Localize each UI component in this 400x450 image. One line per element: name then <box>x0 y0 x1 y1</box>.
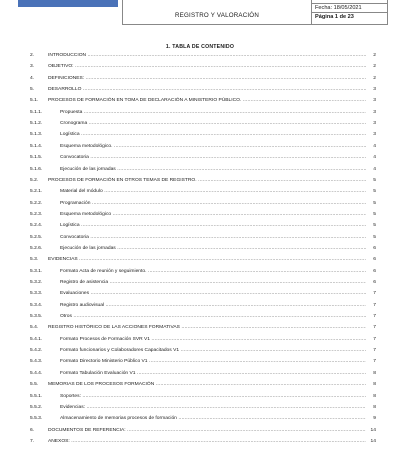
toc-entry-page: 6 <box>373 268 376 274</box>
toc-entry-number: 5.5.2. <box>30 404 43 410</box>
logo-icon <box>18 0 118 7</box>
toc-entry-number: 4. <box>30 75 35 81</box>
toc-entry-label: REGISTRO HISTÓRICO DE LAS ACCIONES FORMATIVAS ..... <box>48 324 366 332</box>
toc-entry[interactable] <box>30 302 376 310</box>
toc-entry-label: DEFINICIONES: ..... <box>48 75 366 83</box>
toc-entry[interactable] <box>30 370 376 378</box>
toc-entry-label: Formato Procesos de Formación SVR V1 ..... <box>60 336 366 344</box>
toc-entry[interactable] <box>30 336 376 344</box>
toc-entry-number: 5.1.4. <box>30 143 43 149</box>
toc-entry-page: 2 <box>373 75 376 81</box>
toc-entry-label: Registro de asistencia ..... <box>60 279 366 287</box>
toc-entry-label: Convocatoria ..... <box>60 234 366 242</box>
toc-entry[interactable] <box>30 393 376 401</box>
toc-entry[interactable] <box>30 245 376 253</box>
toc-entry-page: 9 <box>373 416 376 422</box>
toc-entry-page: 5 <box>373 177 376 183</box>
toc-entry-number: 5.5.1. <box>30 393 43 399</box>
toc-entry-page: 2 <box>373 64 376 70</box>
toc-entry-page: 3 <box>373 121 376 127</box>
toc-entry-number: 5.1. <box>30 98 39 104</box>
toc-entry[interactable] <box>30 358 376 366</box>
toc-entry[interactable] <box>30 381 376 389</box>
toc-heading: 1. TABLA DE CONTENIDO <box>165 44 235 50</box>
toc-entry[interactable] <box>30 268 376 276</box>
toc-entry[interactable] <box>30 256 376 264</box>
document-header <box>0 0 400 26</box>
toc-entry-number: 2. <box>30 53 35 58</box>
toc-entry-number: 7. <box>30 438 35 444</box>
toc-entry-label: Logística ..... <box>60 131 366 139</box>
toc-entry-page: 7 <box>373 336 376 342</box>
toc-entry-number: 5.3.1. <box>30 268 43 274</box>
toc-entry[interactable] <box>30 166 376 174</box>
toc-entry[interactable] <box>30 52 376 60</box>
toc-entry-label: Cronograma ..... <box>60 120 366 128</box>
page-current: 1 <box>334 14 339 20</box>
toc-entry-page: 7 <box>373 325 376 331</box>
toc-entry-page: 7 <box>373 348 376 354</box>
toc-entry-number: 5.4. <box>30 325 39 331</box>
toc-entry[interactable] <box>30 177 376 185</box>
toc-entry[interactable] <box>30 415 376 423</box>
toc-entry[interactable] <box>30 290 376 298</box>
toc-entry-page: 7 <box>373 314 376 320</box>
document-date: Fecha: 18/05/2021 <box>315 5 362 11</box>
toc-entry[interactable] <box>30 279 376 287</box>
toc-entry[interactable] <box>30 188 376 196</box>
toc-entry-number: 3. <box>30 64 35 70</box>
toc-entry-label: PROCESOS DE FORMACIÓN EN TOMA DE DECLARACIÓN A MINISTERIO PÚBLICO. ..... <box>48 97 366 105</box>
toc-entry-label: Formato funcionarios y Colaboradores Capacitados V1 ..... <box>60 347 366 355</box>
toc-entry-label: Logística ..... <box>60 222 366 230</box>
toc-entry-page: 5 <box>373 223 376 229</box>
page-indicator <box>315 14 354 20</box>
toc-entry-label: DESARROLLO ..... <box>48 86 366 94</box>
toc-entry-number: 5.2.4. <box>30 223 43 229</box>
toc-entry-label: Convocatoria ..... <box>60 154 366 162</box>
toc-entry[interactable] <box>30 109 376 117</box>
toc-entry-label: MEMORIAS DE LOS PROCESOS FORMACIÓN ..... <box>48 381 366 389</box>
toc-entry-page: 5 <box>373 234 376 240</box>
toc-entry[interactable] <box>30 404 376 412</box>
toc-entry[interactable] <box>30 211 376 219</box>
toc-entry-number: 5.2. <box>30 177 39 183</box>
toc-entry-page: 8 <box>373 370 376 376</box>
toc-entry-label: Otros ..... <box>60 313 366 321</box>
divider <box>312 3 387 4</box>
toc-entry-number: 5.1.6. <box>30 166 43 172</box>
toc-entry[interactable] <box>30 324 376 332</box>
toc-entry-page: 8 <box>373 404 376 410</box>
toc-entry-label: Evaluaciones ..... <box>60 290 366 298</box>
toc-entry[interactable] <box>30 120 376 128</box>
toc-entry-page: 14 <box>370 427 376 433</box>
toc-entry-page: 5 <box>373 200 376 206</box>
toc-entry-number: 5.2.2. <box>30 200 43 206</box>
toc-entry-page: 4 <box>373 143 376 149</box>
toc-entry-label: Ejecución de las jornadas ..... <box>60 245 366 253</box>
toc-entry-page: 7 <box>373 302 376 308</box>
toc-entry-label: Esquema metodológico ..... <box>60 211 366 219</box>
page-total: 23 <box>347 14 354 20</box>
toc-entry-page: 2 <box>373 53 376 58</box>
toc-entry-label: Propuesta ..... <box>60 109 366 117</box>
toc-entry-number: 5.3.5. <box>30 314 43 320</box>
toc-entry-label: Evidencias: ..... <box>60 404 366 412</box>
toc-entry-page: 4 <box>373 155 376 161</box>
toc-entry-page: 6 <box>373 245 376 251</box>
header-meta-cell <box>312 0 388 25</box>
toc-entry-page: 3 <box>373 109 376 115</box>
toc-entry-label: Material del módulo ..... <box>60 188 366 196</box>
toc-entry-number: 5.1.3. <box>30 132 43 138</box>
toc-entry-page: 3 <box>373 98 376 104</box>
toc-entry-page: 6 <box>373 280 376 285</box>
toc-entry-page: 7 <box>373 291 376 297</box>
toc-entry-number: 5.2.6. <box>30 245 43 251</box>
toc-entry-label: DOCUMENTOS DE REFERENCIA: ..... <box>48 427 366 435</box>
page-prefix: Página <box>315 14 335 20</box>
toc-entry[interactable] <box>30 97 376 105</box>
toc-entry-page: 6 <box>373 257 376 263</box>
toc-entry-page: 3 <box>373 132 376 138</box>
toc-entry-label: Formato Tabulación Evaluación V1 ..... <box>60 370 366 378</box>
toc-entry-page: 7 <box>373 359 376 365</box>
toc-entry-number: 5.5. <box>30 382 39 388</box>
toc-entry-page: 14 <box>370 438 376 444</box>
toc-entry-label: Esquema metodológico. ..... <box>60 143 366 151</box>
toc-entry-label: Formato Directorio Ministerio Público V1 ..... <box>60 358 366 366</box>
toc-entry-label: Ejecución de las jornadas ..... <box>60 166 366 174</box>
toc-entry-page: 5 <box>373 189 376 195</box>
toc-entry[interactable] <box>30 154 376 162</box>
toc-entry-number: 5.3.4. <box>30 302 43 308</box>
toc-entry-number: 5.4.2. <box>30 348 43 354</box>
toc-entry-number: 5.4.3. <box>30 359 43 365</box>
toc-entry-number: 5.2.5. <box>30 234 43 240</box>
toc-entry-page: 4 <box>373 166 376 172</box>
toc-entry-label: Soportes: ..... <box>60 393 366 401</box>
toc-entry-number: 5.3.3. <box>30 291 43 297</box>
header-title-cell <box>122 0 312 25</box>
toc-entry-number: 5.1.2. <box>30 121 43 127</box>
divider <box>312 12 387 13</box>
toc-entry[interactable] <box>30 143 376 151</box>
toc-entry-page: 5 <box>373 211 376 217</box>
toc-entry[interactable] <box>30 200 376 208</box>
toc-entry[interactable] <box>30 427 376 435</box>
toc-entry-number: 5.1.5. <box>30 155 43 161</box>
toc-entry-page: 8 <box>373 393 376 399</box>
toc-entry-label: OBJETIVO: ..... <box>48 63 366 71</box>
toc-entry-label: INTRODUCCION ..... <box>48 52 366 60</box>
document-title: REGISTRO Y VALORACIÓN <box>175 12 259 19</box>
toc-entry[interactable] <box>30 313 376 321</box>
toc-entry[interactable] <box>30 438 376 446</box>
toc-entry-page: 8 <box>373 382 376 388</box>
toc-entry-label: PROCESOS DE FORMACIÓN EN OTROS TEMAS DE REGISTRO. ..... <box>48 177 366 185</box>
toc-entry-number: 5.2.1. <box>30 189 43 195</box>
toc-entry-number: 5.4.1. <box>30 336 43 342</box>
toc-entry-number: 5.3. <box>30 257 39 263</box>
toc-entry-page: 3 <box>373 87 376 93</box>
toc-entry[interactable] <box>30 222 376 230</box>
toc-entry-number: 5.1.1. <box>30 109 43 115</box>
toc-entry[interactable] <box>30 75 376 83</box>
toc-entry[interactable] <box>30 234 376 242</box>
toc-entry-number: 5.4.4. <box>30 370 43 376</box>
toc-entry-number: 6. <box>30 427 35 433</box>
toc-entry-number: 5. <box>30 87 35 93</box>
toc-entry-label: Almacenamiento de memorias procesos de formación ..... <box>60 415 366 423</box>
toc-entry[interactable] <box>30 347 376 355</box>
toc-entry-label: ANEXOS: ..... <box>48 438 366 446</box>
toc-entry-number: 5.2.3. <box>30 211 43 217</box>
logo-area <box>0 0 122 10</box>
toc-entry-label: Formato Acta de reunión y seguimiento. ..... <box>60 268 366 276</box>
toc-entry-label: EVIDENCIAS ..... <box>48 256 366 264</box>
page-mid: de <box>338 14 348 20</box>
toc-entry-label: Programación ..... <box>60 200 366 208</box>
toc-entry[interactable] <box>30 131 376 139</box>
toc-entry[interactable] <box>30 86 376 94</box>
toc-entry-number: 5.5.3. <box>30 416 43 422</box>
toc-entry[interactable] <box>30 63 376 71</box>
toc-entry-number: 5.3.2. <box>30 280 43 285</box>
toc-entry-label: Registro audiovisual ..... <box>60 302 366 310</box>
